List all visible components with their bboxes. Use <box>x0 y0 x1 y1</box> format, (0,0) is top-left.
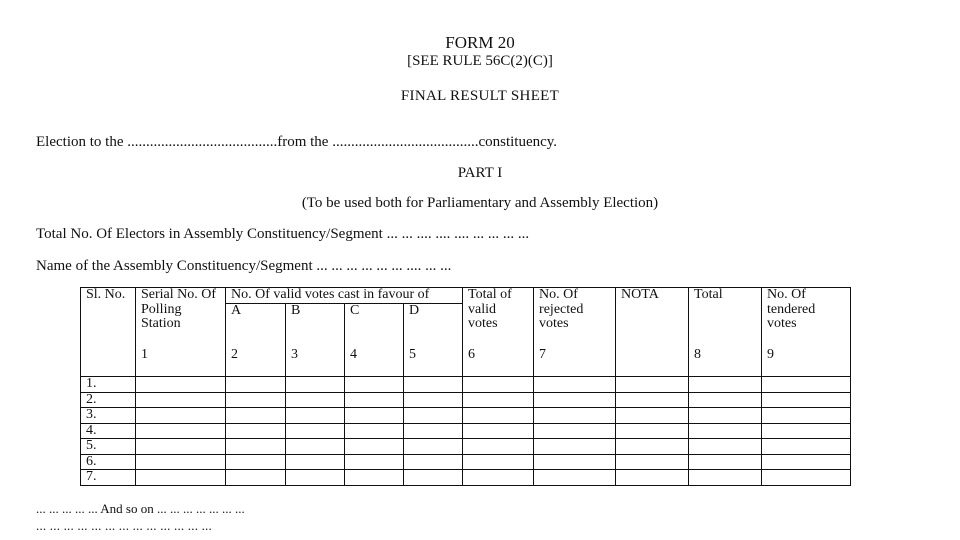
column-number: 1 <box>136 348 226 377</box>
empty-entry-cell[interactable] <box>534 439 616 455</box>
empty-entry-cell[interactable] <box>404 377 463 393</box>
header-candidate-b: B <box>286 304 345 349</box>
header-rejected-votes: No. Of rejected votes <box>534 288 616 349</box>
empty-entry-cell[interactable] <box>689 423 762 439</box>
column-number: 7 <box>534 348 616 377</box>
empty-entry-cell[interactable] <box>463 454 534 470</box>
empty-entry-cell[interactable] <box>689 392 762 408</box>
header-nota: NOTA <box>616 288 689 349</box>
empty-entry-cell[interactable] <box>404 454 463 470</box>
empty-entry-cell[interactable] <box>616 423 689 439</box>
empty-entry-cell[interactable] <box>136 408 226 424</box>
empty-entry-cell[interactable] <box>345 408 404 424</box>
header-candidate-d: D <box>404 304 463 349</box>
empty-entry-cell[interactable] <box>286 408 345 424</box>
empty-entry-cell[interactable] <box>345 423 404 439</box>
empty-entry-cell[interactable] <box>345 439 404 455</box>
empty-entry-cell[interactable] <box>762 470 851 486</box>
empty-entry-cell[interactable] <box>136 470 226 486</box>
data-rows <box>81 377 851 486</box>
usage-note: (To be used both for Parliamentary and Assembly Election) <box>301 195 659 211</box>
empty-entry-cell[interactable] <box>404 408 463 424</box>
empty-entry-cell[interactable] <box>616 454 689 470</box>
empty-entry-cell[interactable] <box>136 454 226 470</box>
empty-entry-cell[interactable] <box>226 377 286 393</box>
header-candidate-c: C <box>345 304 404 349</box>
footer-dotted-line: ... ... ... ... ... ... ... ... ... ... ... ... ... <box>36 518 212 533</box>
column-number <box>616 348 689 377</box>
column-number: 5 <box>404 348 463 377</box>
empty-entry-cell[interactable] <box>689 454 762 470</box>
row-serial-number: 7. <box>81 470 136 486</box>
election-line: Election to the ........................................from the .......................................constituency. <box>36 134 558 150</box>
empty-entry-cell[interactable] <box>286 392 345 408</box>
empty-entry-cell[interactable] <box>762 423 851 439</box>
empty-entry-cell[interactable] <box>226 470 286 486</box>
empty-entry-cell[interactable] <box>136 423 226 439</box>
empty-entry-cell[interactable] <box>616 439 689 455</box>
empty-entry-cell[interactable] <box>534 377 616 393</box>
empty-entry-cell[interactable] <box>345 377 404 393</box>
empty-entry-cell[interactable] <box>286 377 345 393</box>
empty-entry-cell[interactable] <box>689 439 762 455</box>
empty-entry-cell[interactable] <box>404 470 463 486</box>
empty-entry-cell[interactable] <box>534 408 616 424</box>
column-number: 6 <box>463 348 534 377</box>
empty-entry-cell[interactable] <box>226 423 286 439</box>
empty-entry-cell[interactable] <box>616 392 689 408</box>
empty-entry-cell[interactable] <box>463 377 534 393</box>
empty-entry-cell[interactable] <box>534 423 616 439</box>
result-table <box>80 287 851 486</box>
footer-continuation-line: ... ... ... ... ... And so on ... ... ... ... ... ... ... <box>36 501 245 516</box>
table-row <box>81 470 851 486</box>
assembly-constituency-name-line: Name of the Assembly Constituency/Segment ... ... ... ... ... ... .... ... ... <box>36 258 452 274</box>
empty-entry-cell[interactable] <box>762 454 851 470</box>
empty-entry-cell[interactable] <box>762 392 851 408</box>
empty-entry-cell[interactable] <box>226 439 286 455</box>
empty-entry-cell[interactable] <box>689 408 762 424</box>
column-number: 4 <box>345 348 404 377</box>
empty-entry-cell[interactable] <box>404 439 463 455</box>
empty-entry-cell[interactable] <box>762 377 851 393</box>
header-sl-no: Sl. No. <box>81 288 136 349</box>
form-rule-reference: [SEE RULE 56C(2)(C)] <box>407 53 553 69</box>
empty-entry-cell[interactable] <box>534 392 616 408</box>
column-number: 3 <box>286 348 345 377</box>
empty-entry-cell[interactable] <box>286 454 345 470</box>
empty-entry-cell[interactable] <box>345 392 404 408</box>
empty-entry-cell[interactable] <box>463 470 534 486</box>
empty-entry-cell[interactable] <box>286 470 345 486</box>
table-row <box>81 454 851 470</box>
empty-entry-cell[interactable] <box>286 423 345 439</box>
empty-entry-cell[interactable] <box>616 470 689 486</box>
table-row <box>81 377 851 393</box>
table-row <box>81 408 851 424</box>
empty-entry-cell[interactable] <box>762 408 851 424</box>
column-number: 9 <box>762 348 851 377</box>
header-valid-votes-in-favour: No. Of valid votes cast in favour of <box>226 288 463 304</box>
empty-entry-cell[interactable] <box>226 454 286 470</box>
column-number: 8 <box>689 348 762 377</box>
empty-entry-cell[interactable] <box>762 439 851 455</box>
empty-entry-cell[interactable] <box>616 408 689 424</box>
part-title: PART I <box>457 165 503 181</box>
empty-entry-cell[interactable] <box>616 377 689 393</box>
empty-entry-cell[interactable] <box>463 423 534 439</box>
column-number: 2 <box>226 348 286 377</box>
column-number <box>81 348 136 377</box>
empty-entry-cell[interactable] <box>136 392 226 408</box>
column-number-row <box>81 348 851 377</box>
table-row <box>81 439 851 455</box>
empty-entry-cell[interactable] <box>463 408 534 424</box>
empty-entry-cell[interactable] <box>136 377 226 393</box>
empty-entry-cell[interactable] <box>463 439 534 455</box>
empty-entry-cell[interactable] <box>226 392 286 408</box>
row-serial-number: 1. <box>81 377 136 393</box>
row-serial-number: 6. <box>81 454 136 470</box>
row-serial-number: 2. <box>81 392 136 408</box>
electors-line: Total No. Of Electors in Assembly Constituency/Segment ... ... .... .... .... ... ... ... ... <box>36 226 530 242</box>
header-total-valid-votes: Total of valid votes <box>463 288 534 349</box>
empty-entry-cell[interactable] <box>345 454 404 470</box>
row-serial-number: 3. <box>81 408 136 424</box>
empty-entry-cell[interactable] <box>404 423 463 439</box>
table-row <box>81 423 851 439</box>
empty-entry-cell[interactable] <box>345 470 404 486</box>
form-title: FORM 20 <box>445 33 515 52</box>
row-serial-number: 4. <box>81 423 136 439</box>
empty-entry-cell[interactable] <box>689 377 762 393</box>
header-tendered-votes: No. Of tendered votes <box>762 288 851 349</box>
empty-entry-cell[interactable] <box>534 454 616 470</box>
empty-entry-cell[interactable] <box>404 392 463 408</box>
empty-entry-cell[interactable] <box>463 392 534 408</box>
header-candidate-a: A <box>226 304 286 349</box>
row-serial-number: 5. <box>81 439 136 455</box>
table-row <box>81 392 851 408</box>
header-total: Total <box>689 288 762 349</box>
empty-entry-cell[interactable] <box>534 470 616 486</box>
empty-entry-cell[interactable] <box>286 439 345 455</box>
sheet-title: FINAL RESULT SHEET <box>400 88 560 104</box>
empty-entry-cell[interactable] <box>226 408 286 424</box>
empty-entry-cell[interactable] <box>136 439 226 455</box>
empty-entry-cell[interactable] <box>689 470 762 486</box>
header-polling-station: Serial No. Of Polling Station <box>136 288 226 349</box>
